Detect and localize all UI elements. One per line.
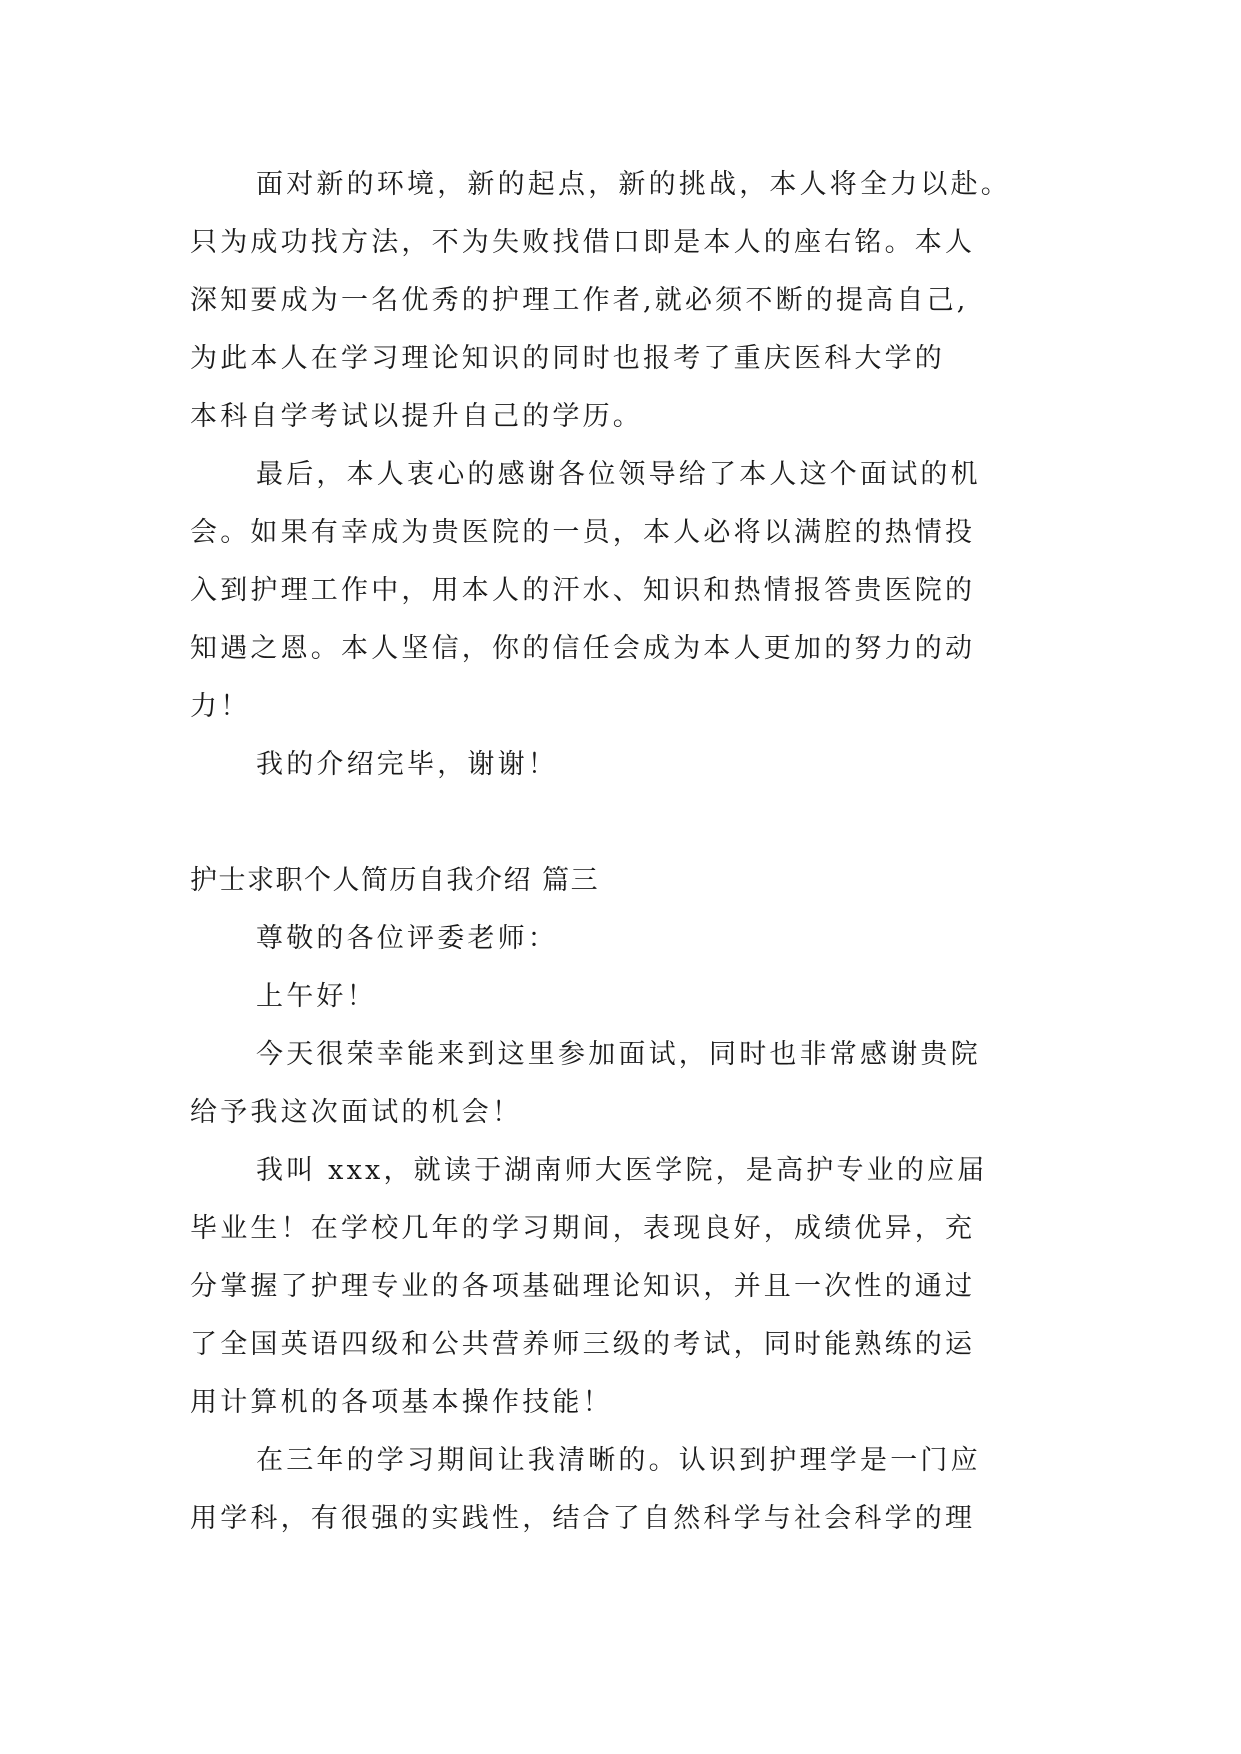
paragraph-line: 毕业生！在学校几年的学习期间，表现良好，成绩优异，充: [190, 1213, 976, 1244]
paragraph-line: 用计算机的各项基本操作技能！: [190, 1387, 613, 1418]
paragraph-line: 分掌握了护理专业的各项基础理论知识，并且一次性的通过: [190, 1271, 976, 1302]
paragraph-line: 给予我这次面试的机会！: [190, 1097, 523, 1128]
paragraph-line: 最后，本人衷心的感谢各位领导给了本人这个面试的机: [256, 459, 981, 490]
paragraph-line: 我叫 xxx，就读于湖南师大医学院，是高护专业的应届: [256, 1155, 988, 1186]
paragraph-line: 为此本人在学习理论知识的同时也报考了重庆医科大学的: [190, 343, 945, 374]
paragraph-line: 用学科，有很强的实践性，结合了自然科学与社会科学的理: [190, 1503, 976, 1534]
paragraph-line: 今天很荣幸能来到这里参加面试，同时也非常感谢贵院: [256, 1039, 981, 1070]
paragraph-line: 只为成功找方法，不为失败找借口即是本人的座右铭。本人: [190, 227, 976, 258]
paragraph-line: 面对新的环境，新的起点，新的挑战，本人将全力以赴。: [256, 169, 1011, 200]
paragraph-line: 我的介绍完毕，谢谢！: [256, 749, 558, 780]
section-heading: 护士求职个人简历自我介绍 篇三: [190, 865, 600, 896]
paragraph-line: 会。如果有幸成为贵医院的一员，本人必将以满腔的热情投: [190, 517, 976, 548]
paragraph-line: 知遇之恩。本人坚信，你的信任会成为本人更加的努力的动: [190, 633, 976, 664]
paragraph-line: 本科自学考试以提升自己的学历。: [190, 401, 643, 432]
paragraph-line: 了全国英语四级和公共营养师三级的考试，同时能熟练的运: [190, 1329, 976, 1360]
paragraph-line: 深知要成为一名优秀的护理工作者,就必须不断的提高自己,: [190, 285, 969, 316]
paragraph-line: 力！: [190, 691, 251, 722]
salutation: 尊敬的各位评委老师：: [256, 923, 558, 954]
paragraph-line: 在三年的学习期间让我清晰的。认识到护理学是一门应: [256, 1445, 981, 1476]
greeting: 上午好！: [256, 981, 377, 1012]
paragraph-line: 入到护理工作中，用本人的汗水、知识和热情报答贵医院的: [190, 575, 976, 606]
